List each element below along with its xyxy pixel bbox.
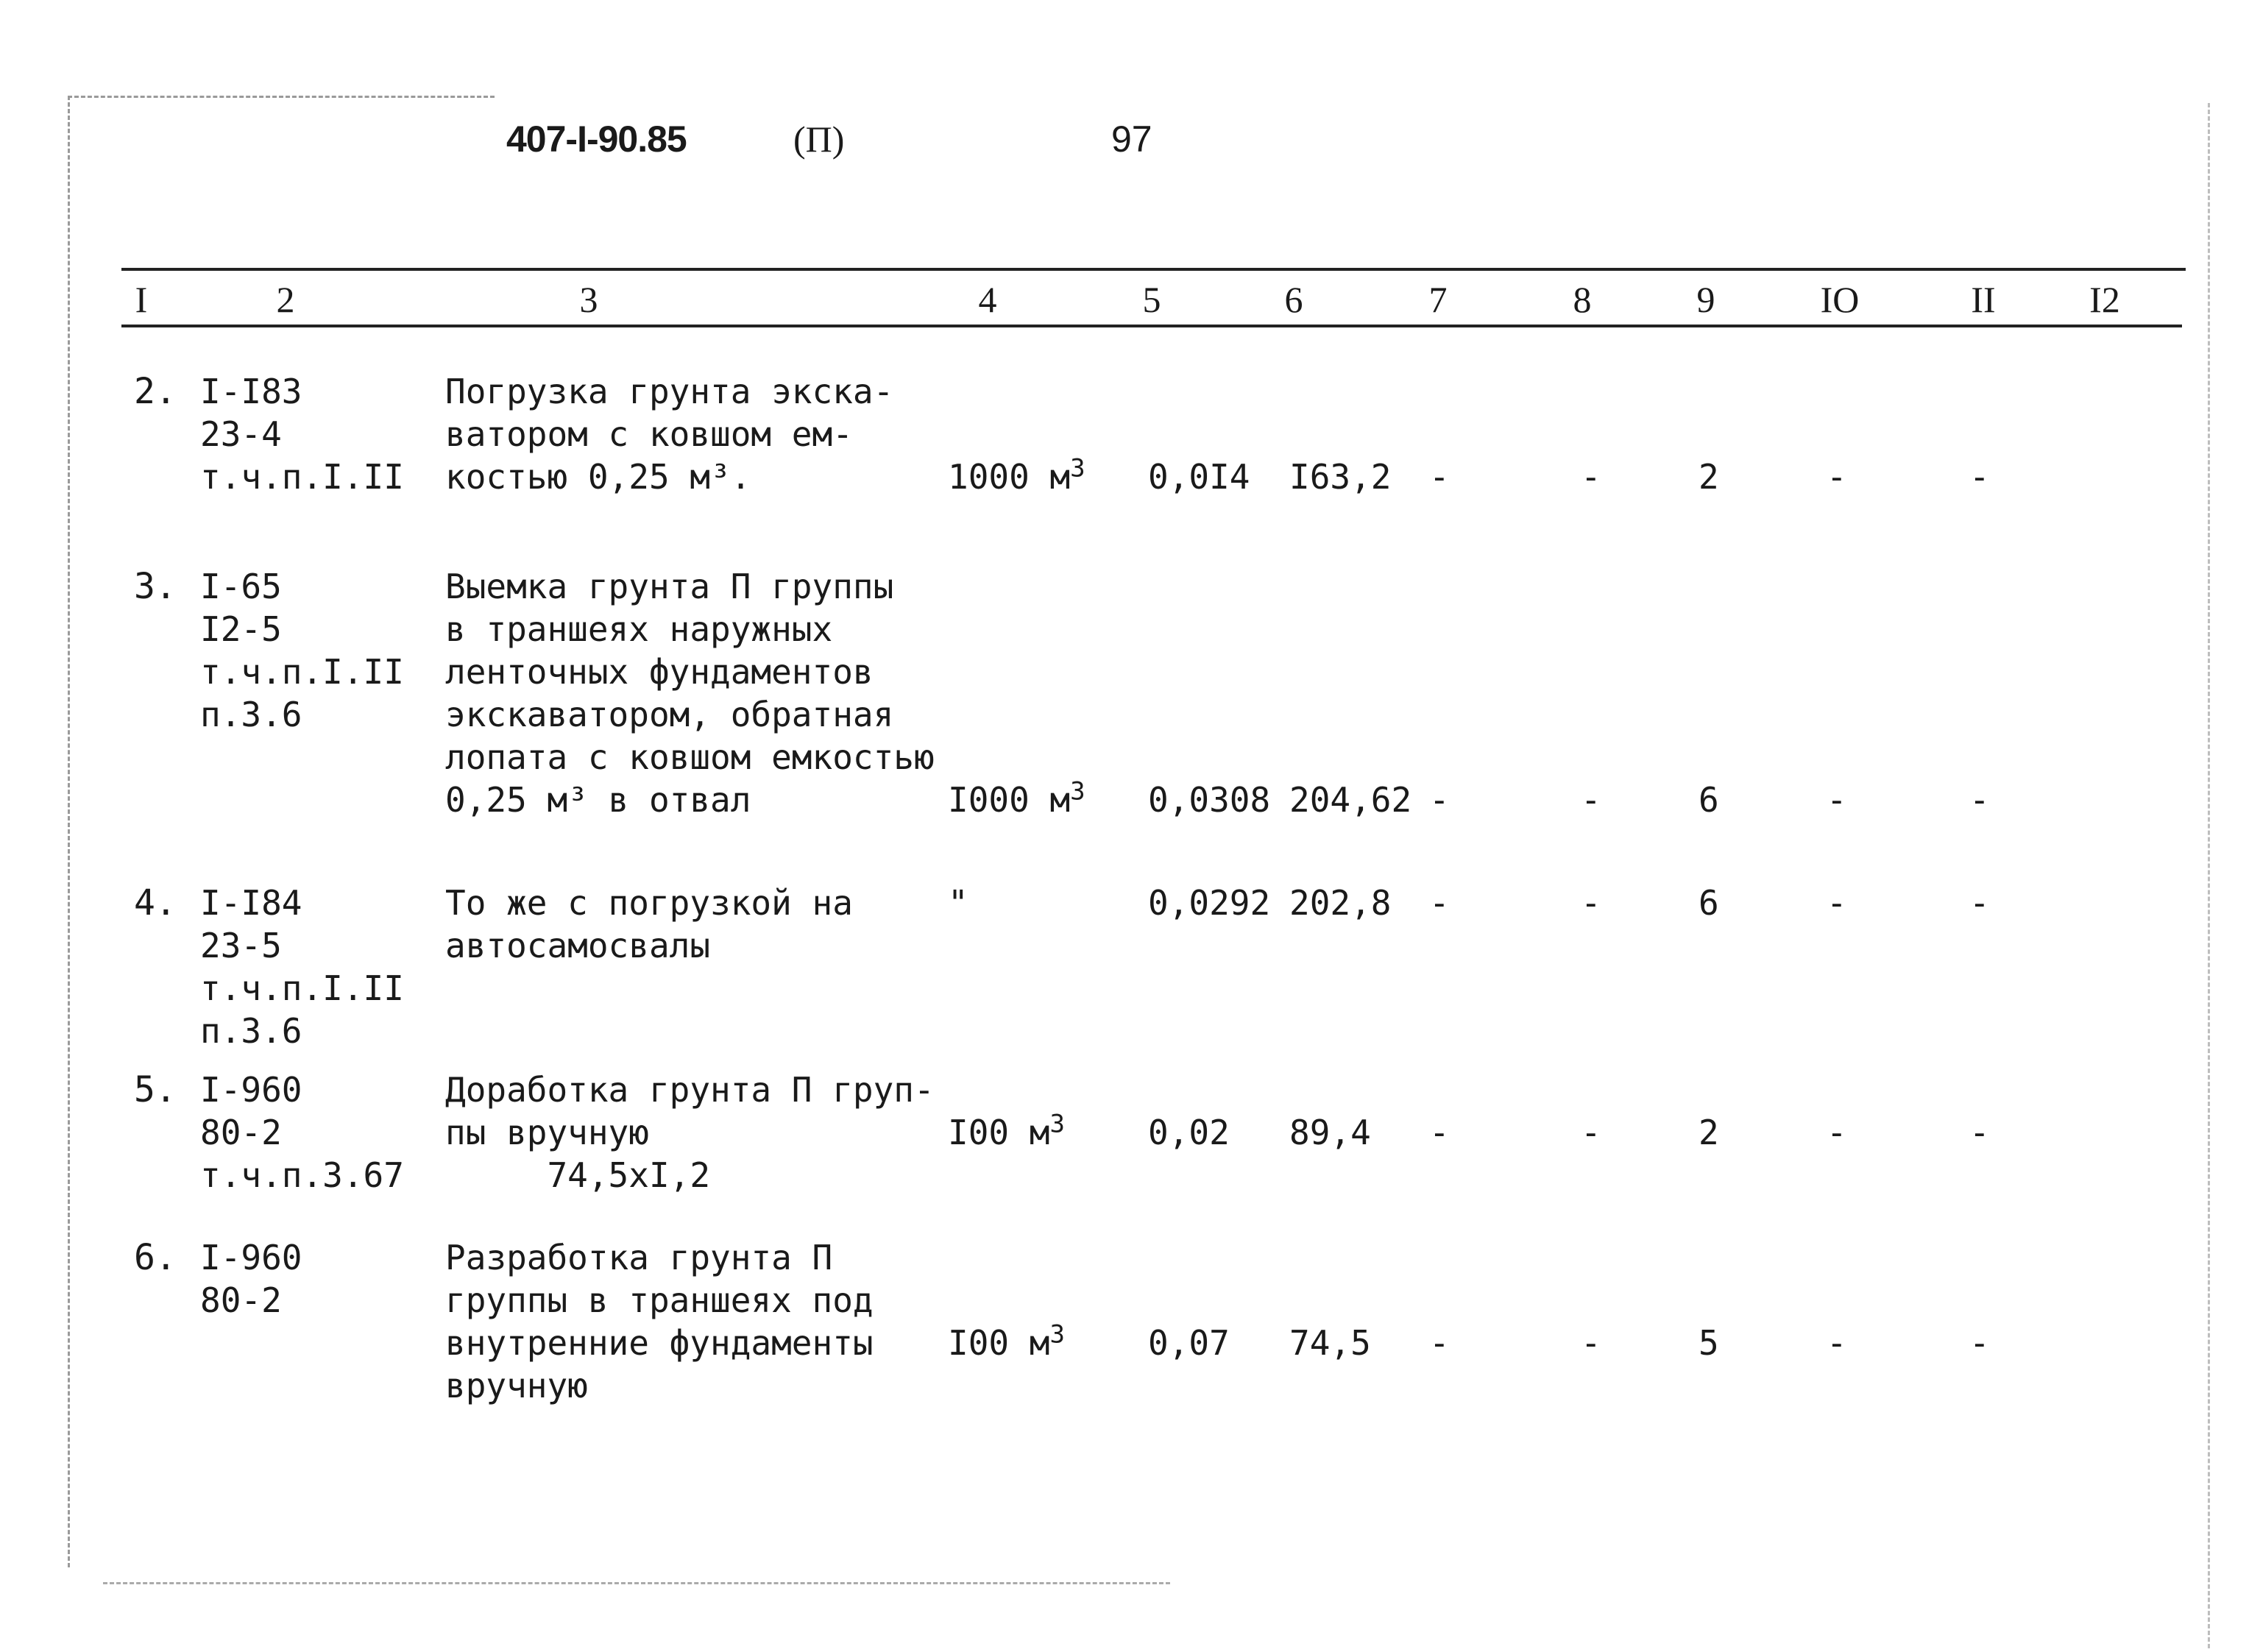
page-number: 97 bbox=[1111, 118, 1152, 160]
row-col6-value: I63,2 bbox=[1289, 457, 1392, 497]
row-col11-value: - bbox=[1969, 780, 1990, 820]
row-description-line: ленточных фундаментов bbox=[445, 652, 874, 692]
column-number-12: I2 bbox=[2089, 279, 2120, 320]
row-description-line: вручную bbox=[445, 1366, 588, 1405]
row-col10-value: - bbox=[1827, 780, 1847, 820]
row-description-line: Доработка грунта П груп- bbox=[445, 1070, 935, 1110]
row-description-line: Погрузка грунта экска- bbox=[445, 372, 894, 411]
row-col6-value: 202,8 bbox=[1289, 883, 1392, 923]
row-col8-value: - bbox=[1581, 457, 1601, 497]
row-description-line: в траншеях наружных bbox=[445, 609, 833, 649]
column-number-7: 7 bbox=[1428, 279, 1448, 320]
row-reference-line: I-I83 bbox=[200, 372, 302, 411]
row-col6-value: 89,4 bbox=[1289, 1113, 1371, 1152]
column-number-5: 5 bbox=[1142, 279, 1161, 320]
row-col8-value: - bbox=[1581, 1113, 1601, 1152]
row-description-line: группы в траншеях под bbox=[445, 1280, 874, 1320]
unit-exponent: 3 bbox=[1049, 1109, 1065, 1139]
row-reference-line: I-I84 bbox=[200, 883, 302, 923]
row-number: 6. bbox=[134, 1237, 177, 1278]
row-unit bbox=[948, 455, 1085, 498]
row-unit bbox=[948, 1319, 1065, 1364]
row-col8-value: - bbox=[1581, 883, 1601, 923]
column-number-11: II bbox=[1971, 279, 1996, 320]
row-reference-line: 80-2 bbox=[200, 1280, 282, 1320]
bottom-frame-line bbox=[103, 1582, 1170, 1584]
row-description-line: 0,25 м³ в отвал bbox=[445, 780, 751, 820]
row-col11-value: - bbox=[1969, 883, 1990, 923]
row-reference-line: I-960 bbox=[200, 1238, 302, 1277]
unit-text: I000 м bbox=[948, 780, 1071, 820]
row-reference-line: т.ч.п.I.II bbox=[200, 652, 404, 692]
row-description-line: Выемка грунта П группы bbox=[445, 567, 894, 606]
row-description-line: внутренние фундаменты bbox=[445, 1323, 874, 1363]
row-number: 5. bbox=[134, 1069, 177, 1110]
row-reference-line: I-960 bbox=[200, 1070, 302, 1110]
unit-exponent: 3 bbox=[1070, 453, 1085, 483]
row-reference-line: п.3.6 bbox=[200, 1011, 302, 1051]
row-col11-value: - bbox=[1969, 1113, 1990, 1152]
row-col6-value: 74,5 bbox=[1289, 1323, 1371, 1363]
unit-exponent: 3 bbox=[1049, 1319, 1065, 1350]
row-col7-value: - bbox=[1429, 1113, 1450, 1152]
row-reference-line: I-65 bbox=[200, 567, 282, 606]
unit-text: I00 м bbox=[948, 1113, 1050, 1152]
row-description-line: ватором с ковшом ем- bbox=[445, 414, 853, 454]
row-col10-value: - bbox=[1827, 1113, 1847, 1152]
row-col7-value: - bbox=[1429, 780, 1450, 820]
row-col9-value: 2 bbox=[1698, 457, 1719, 497]
column-number-3: 3 bbox=[579, 279, 598, 320]
table-top-rule bbox=[121, 268, 2186, 271]
row-col11-value: - bbox=[1969, 457, 1990, 497]
row-col9-value: 5 bbox=[1698, 1323, 1719, 1363]
column-number-4: 4 bbox=[978, 279, 997, 320]
row-col10-value: - bbox=[1827, 457, 1847, 497]
unit-exponent: 3 bbox=[1070, 776, 1085, 806]
row-col8-value: - bbox=[1581, 1323, 1601, 1363]
document-code-suffix: (П) bbox=[793, 118, 845, 160]
row-col7-value: - bbox=[1429, 883, 1450, 923]
row-col7-value: - bbox=[1429, 457, 1450, 497]
row-unit bbox=[948, 882, 968, 924]
row-col8-value: - bbox=[1581, 780, 1601, 820]
row-description-line: пы вручную bbox=[445, 1113, 649, 1152]
row-description-line: Разработка грунта П bbox=[445, 1238, 833, 1277]
row-description-line: костью 0,25 м³. bbox=[445, 457, 751, 497]
document-code: 407-I-90.85 bbox=[506, 118, 687, 160]
row-col6-value: 204,62 bbox=[1289, 780, 1412, 820]
row-reference-line: 23-5 bbox=[200, 926, 282, 965]
column-number-1: I bbox=[135, 279, 148, 320]
row-col10-value: - bbox=[1827, 1323, 1847, 1363]
row-col9-value: 2 bbox=[1698, 1113, 1719, 1152]
row-col10-value: - bbox=[1827, 883, 1847, 923]
left-margin-line bbox=[68, 96, 72, 1567]
top-frame-line bbox=[68, 96, 495, 98]
column-number-6: 6 bbox=[1284, 279, 1303, 320]
row-reference-line: 23-4 bbox=[200, 414, 282, 454]
row-number: 4. bbox=[134, 882, 177, 924]
row-col7-value: - bbox=[1429, 1323, 1450, 1363]
row-reference-line: 80-2 bbox=[200, 1113, 282, 1152]
row-description-line: лопата с ковшом емкостью bbox=[445, 737, 935, 777]
row-col5-value: 0,0I4 bbox=[1148, 457, 1250, 497]
row-description-line: То же с погрузкой на bbox=[445, 883, 853, 923]
row-col5-value: 0,02 bbox=[1148, 1113, 1230, 1152]
row-reference-line: т.ч.п.3.67 bbox=[200, 1155, 404, 1195]
row-col5-value: 0,07 bbox=[1148, 1323, 1230, 1363]
row-description-line: 74,5xI,2 bbox=[445, 1155, 711, 1195]
row-number: 2. bbox=[134, 371, 177, 412]
row-col9-value: 6 bbox=[1698, 780, 1719, 820]
unit-text: 1000 м bbox=[948, 457, 1071, 497]
right-frame-line bbox=[2208, 103, 2210, 1648]
row-col5-value: 0,0292 bbox=[1148, 883, 1271, 923]
row-unit bbox=[948, 1111, 1065, 1154]
row-reference-line: т.ч.п.I.II bbox=[200, 968, 404, 1008]
column-number-2: 2 bbox=[276, 279, 295, 320]
row-reference-line: I2-5 bbox=[200, 609, 282, 649]
unit-text: I00 м bbox=[948, 1323, 1050, 1363]
table-header-rule bbox=[121, 325, 2182, 327]
unit-text: " bbox=[948, 883, 968, 923]
row-unit bbox=[948, 776, 1085, 821]
column-number-9: 9 bbox=[1696, 279, 1715, 320]
column-number-8: 8 bbox=[1573, 279, 1592, 320]
column-number-10: IO bbox=[1820, 279, 1860, 320]
row-description-line: автосамосвалы bbox=[445, 926, 711, 965]
row-reference-line: т.ч.п.I.II bbox=[200, 457, 404, 497]
row-number: 3. bbox=[134, 566, 177, 607]
row-col5-value: 0,0308 bbox=[1148, 780, 1271, 820]
row-col11-value: - bbox=[1969, 1323, 1990, 1363]
row-description-line: экскаватором, обратная bbox=[445, 695, 894, 734]
row-reference-line: п.3.6 bbox=[200, 695, 302, 734]
row-col9-value: 6 bbox=[1698, 883, 1719, 923]
